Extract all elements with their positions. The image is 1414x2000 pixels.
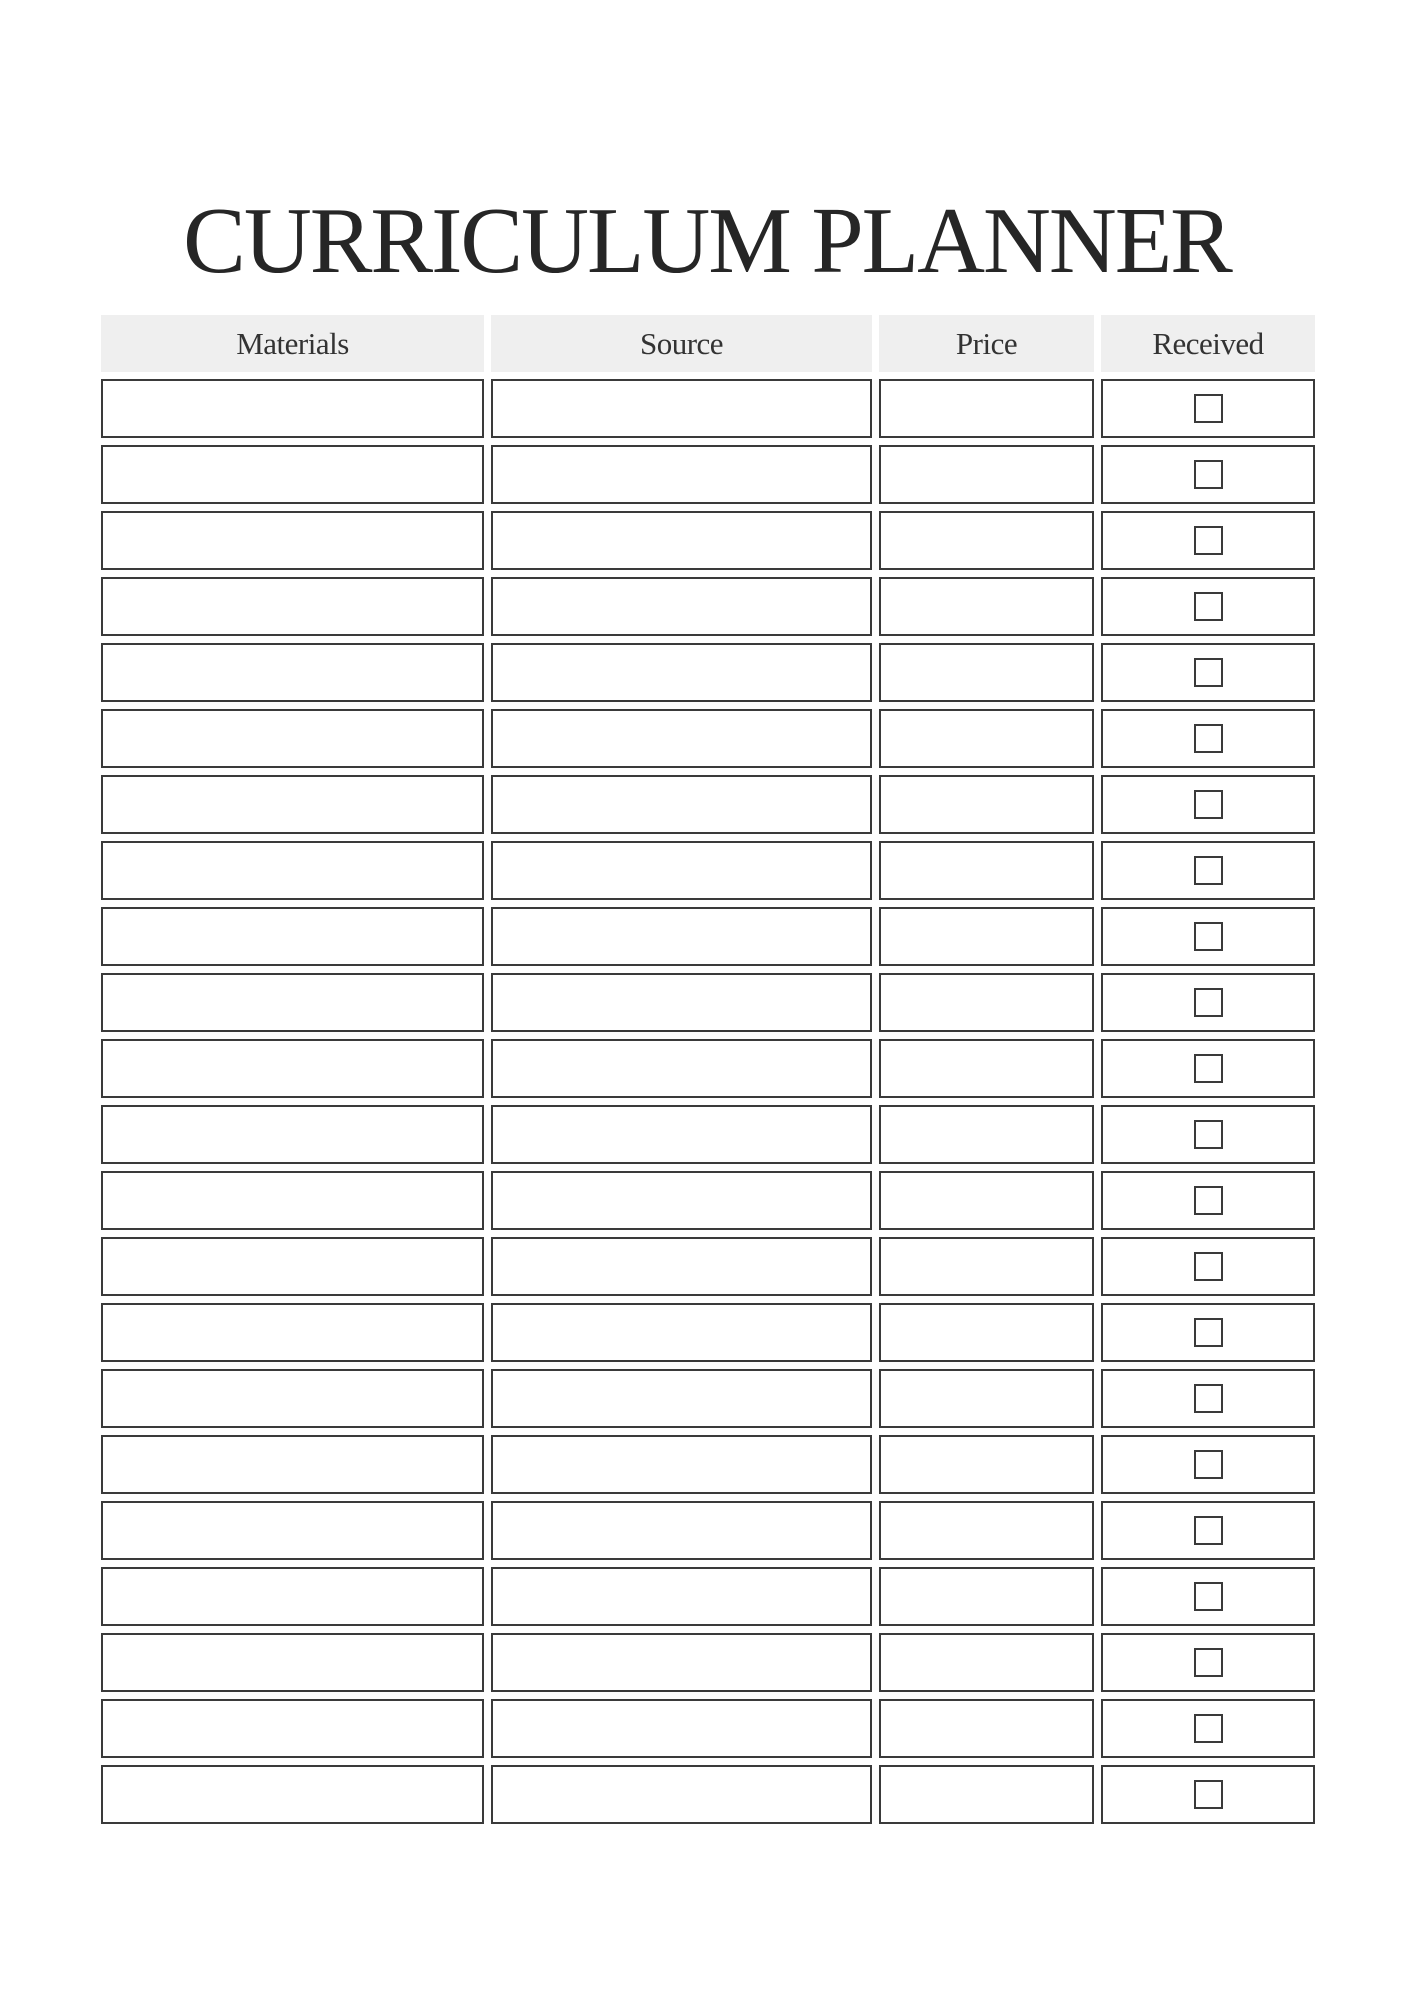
source-field[interactable] <box>491 1171 872 1230</box>
source-field[interactable] <box>491 973 872 1032</box>
source-field[interactable] <box>491 1501 872 1560</box>
materials-field[interactable] <box>101 379 484 438</box>
price-field[interactable] <box>879 643 1094 702</box>
received-cell <box>1101 709 1315 768</box>
received-cell <box>1101 1039 1315 1098</box>
received-cell <box>1101 643 1315 702</box>
materials-field[interactable] <box>101 709 484 768</box>
received-cell <box>1101 841 1315 900</box>
received-cell <box>1101 1237 1315 1296</box>
received-cell <box>1101 577 1315 636</box>
price-field[interactable] <box>879 1237 1094 1296</box>
materials-field[interactable] <box>101 1237 484 1296</box>
received-checkbox[interactable] <box>1194 1252 1223 1281</box>
received-cell <box>1101 1765 1315 1824</box>
received-checkbox[interactable] <box>1194 658 1223 687</box>
source-field[interactable] <box>491 577 872 636</box>
materials-field[interactable] <box>101 775 484 834</box>
price-field[interactable] <box>879 1501 1094 1560</box>
materials-field[interactable] <box>101 1633 484 1692</box>
column-header-source: Source <box>491 315 872 372</box>
price-field[interactable] <box>879 907 1094 966</box>
materials-field[interactable] <box>101 1171 484 1230</box>
materials-field[interactable] <box>101 841 484 900</box>
received-cell <box>1101 1699 1315 1758</box>
price-field[interactable] <box>879 1765 1094 1824</box>
price-field[interactable] <box>879 775 1094 834</box>
received-cell <box>1101 907 1315 966</box>
received-cell <box>1101 1501 1315 1560</box>
received-checkbox[interactable] <box>1194 724 1223 753</box>
source-field[interactable] <box>491 1105 872 1164</box>
materials-field[interactable] <box>101 577 484 636</box>
received-cell <box>1101 445 1315 504</box>
source-field[interactable] <box>491 1699 872 1758</box>
price-field[interactable] <box>879 1435 1094 1494</box>
source-field[interactable] <box>491 709 872 768</box>
received-checkbox[interactable] <box>1194 1648 1223 1677</box>
materials-field[interactable] <box>101 445 484 504</box>
price-field[interactable] <box>879 1303 1094 1362</box>
received-checkbox[interactable] <box>1194 856 1223 885</box>
source-field[interactable] <box>491 1765 872 1824</box>
source-field[interactable] <box>491 1369 872 1428</box>
received-checkbox[interactable] <box>1194 1582 1223 1611</box>
column-header-received: Received <box>1101 315 1315 372</box>
source-field[interactable] <box>491 1633 872 1692</box>
received-checkbox[interactable] <box>1194 592 1223 621</box>
received-cell <box>1101 379 1315 438</box>
received-cell <box>1101 1567 1315 1626</box>
materials-field[interactable] <box>101 1501 484 1560</box>
price-field[interactable] <box>879 511 1094 570</box>
materials-field[interactable] <box>101 1567 484 1626</box>
received-checkbox[interactable] <box>1194 1318 1223 1347</box>
received-cell <box>1101 1171 1315 1230</box>
price-field[interactable] <box>879 1369 1094 1428</box>
materials-field[interactable] <box>101 1105 484 1164</box>
price-field[interactable] <box>879 1699 1094 1758</box>
price-field[interactable] <box>879 1039 1094 1098</box>
source-field[interactable] <box>491 1567 872 1626</box>
price-field[interactable] <box>879 841 1094 900</box>
price-field[interactable] <box>879 709 1094 768</box>
received-checkbox[interactable] <box>1194 1054 1223 1083</box>
received-checkbox[interactable] <box>1194 1186 1223 1215</box>
received-cell <box>1101 1303 1315 1362</box>
price-field[interactable] <box>879 445 1094 504</box>
materials-field[interactable] <box>101 907 484 966</box>
materials-field[interactable] <box>101 1369 484 1428</box>
received-checkbox[interactable] <box>1194 1120 1223 1149</box>
received-checkbox[interactable] <box>1194 922 1223 951</box>
received-checkbox[interactable] <box>1194 1714 1223 1743</box>
source-field[interactable] <box>491 841 872 900</box>
received-cell <box>1101 1369 1315 1428</box>
received-checkbox[interactable] <box>1194 526 1223 555</box>
planner-table <box>101 315 1314 1831</box>
price-field[interactable] <box>879 973 1094 1032</box>
page-title: CURRICULUM PLANNER <box>183 189 1231 293</box>
source-field[interactable] <box>491 643 872 702</box>
materials-field[interactable] <box>101 1039 484 1098</box>
materials-field[interactable] <box>101 1699 484 1758</box>
price-field[interactable] <box>879 577 1094 636</box>
price-field[interactable] <box>879 1171 1094 1230</box>
price-field[interactable] <box>879 1105 1094 1164</box>
received-cell <box>1101 775 1315 834</box>
source-field[interactable] <box>491 379 872 438</box>
received-checkbox[interactable] <box>1194 1780 1223 1809</box>
price-field[interactable] <box>879 1633 1094 1692</box>
received-checkbox[interactable] <box>1194 460 1223 489</box>
received-cell <box>1101 1633 1315 1692</box>
received-checkbox[interactable] <box>1194 1516 1223 1545</box>
received-checkbox[interactable] <box>1194 1384 1223 1413</box>
price-field[interactable] <box>879 1567 1094 1626</box>
source-field[interactable] <box>491 775 872 834</box>
source-field[interactable] <box>491 445 872 504</box>
received-cell <box>1101 511 1315 570</box>
received-checkbox[interactable] <box>1194 988 1223 1017</box>
column-header-materials: Materials <box>101 315 484 372</box>
materials-field[interactable] <box>101 1303 484 1362</box>
source-field[interactable] <box>491 1435 872 1494</box>
materials-field[interactable] <box>101 511 484 570</box>
received-checkbox[interactable] <box>1194 394 1223 423</box>
received-checkbox[interactable] <box>1194 790 1223 819</box>
materials-field[interactable] <box>101 1435 484 1494</box>
source-field[interactable] <box>491 907 872 966</box>
materials-field[interactable] <box>101 643 484 702</box>
materials-field[interactable] <box>101 1765 484 1824</box>
price-field[interactable] <box>879 379 1094 438</box>
received-cell <box>1101 1435 1315 1494</box>
source-field[interactable] <box>491 1303 872 1362</box>
source-field[interactable] <box>491 511 872 570</box>
received-checkbox[interactable] <box>1194 1450 1223 1479</box>
source-field[interactable] <box>491 1237 872 1296</box>
received-cell <box>1101 973 1315 1032</box>
materials-field[interactable] <box>101 973 484 1032</box>
column-header-price: Price <box>879 315 1094 372</box>
received-cell <box>1101 1105 1315 1164</box>
source-field[interactable] <box>491 1039 872 1098</box>
